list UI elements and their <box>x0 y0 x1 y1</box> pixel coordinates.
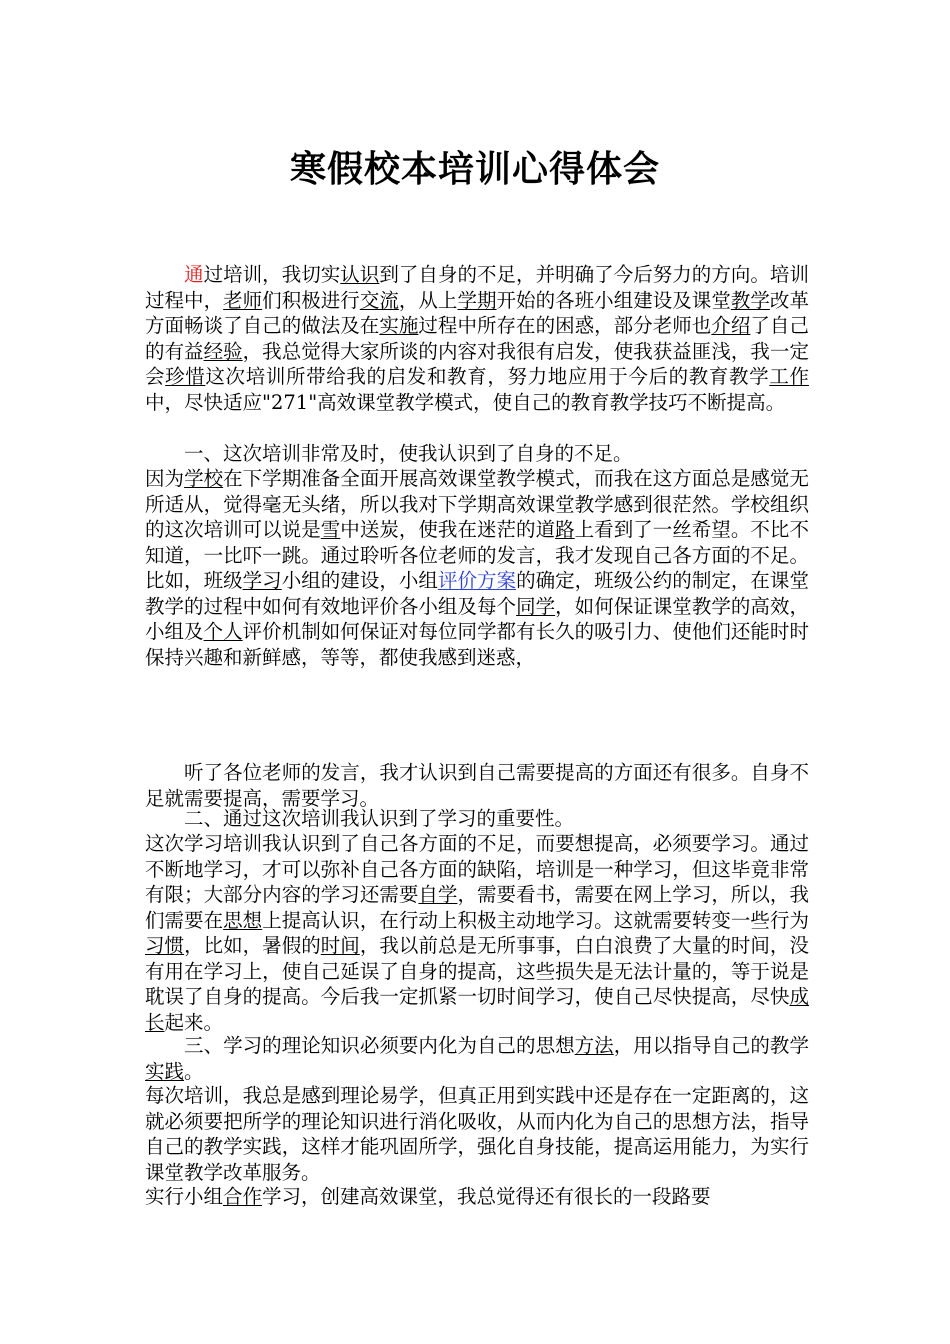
underlined-term: 习惯 <box>145 934 185 957</box>
text-run: 到了自身的不足，并明确了今后努力的方向。培训过程中， <box>145 263 809 312</box>
text-run: 。 <box>184 1059 204 1083</box>
text-run: 起来。 <box>164 1010 224 1034</box>
underlined-term: 思想 <box>223 908 263 932</box>
paragraph-closing <box>145 1184 809 1210</box>
underlined-term: 实践 <box>145 1059 185 1083</box>
text-run: 过培训，我切实 <box>203 263 341 286</box>
text-run: 小组的建设，小组 <box>281 569 438 592</box>
highlighted-char: 通 <box>184 263 204 286</box>
paragraph-section-2 <box>145 831 809 1035</box>
text-run: 上看到了一丝希望。不比不知道，一比吓一跳。通过聆听各位老师的发言，我才发现自己各方面的不足。比如，班级 <box>145 518 809 592</box>
text-run: 实行小组 <box>145 1185 224 1208</box>
text-run: 三、学习的理论知识必须要内化为自己的思想 <box>145 1034 575 1057</box>
underlined-term: 学习 <box>242 569 282 592</box>
text-run <box>145 263 184 286</box>
underlined-term: 老师 <box>223 288 263 312</box>
text-run: ，需要看书，需要在网上学习，所以，我们需要在 <box>145 883 809 932</box>
underlined-term: 时间 <box>320 934 360 957</box>
text-run: 每次培训，我总是感到理论易学，但真正用到实践中还是存在一定距离的，这就必须要把所学的理论知识进行消化吸收，从而内化为自己的思想方法，指导自己的教学实践，这样才能巩固所学，强化自身技能，提高运用能力，为实行课堂教学改革服务。 <box>145 1084 809 1184</box>
underlined-term: 个人 <box>203 620 243 643</box>
underlined-term: 合作 <box>223 1185 263 1208</box>
underlined-term: 工作 <box>769 365 809 388</box>
text-run: 在下学期准备全面开展高效课堂教学模式，而我在这方面总是感觉无所适从，觉得毫无头绪，所以我对下学期高效课堂教学感到很茫然。学校组织的这次培训可以说是 <box>145 467 809 541</box>
text-run: 们积极进行 <box>262 288 360 312</box>
underlined-term: 方法 <box>574 1034 614 1057</box>
underlined-term: 成长 <box>145 985 809 1034</box>
text-run: ，从上 <box>398 288 458 312</box>
underlined-term: 交流 <box>359 288 399 312</box>
text-run: 开始的各班小组建设及课堂 <box>496 288 731 312</box>
underlined-term: 学校 <box>184 467 224 490</box>
document-title: 寒假校本培训心得体会 <box>289 149 660 190</box>
underlined-term: 实施 <box>379 314 419 337</box>
heading-section-3 <box>145 1033 809 1084</box>
underlined-term: 路 <box>555 518 575 541</box>
text-run: 评价机制如何保证对每位同学都有长久的吸引力、使他们还能时时保持兴趣和新鲜感，等等，都使我感到迷惑， <box>145 620 809 669</box>
underlined-term: 学期 <box>457 288 497 312</box>
text-run: ，用以指导自己的教学 <box>613 1034 809 1057</box>
text-run: 中送炭，使我在迷茫的道 <box>340 518 556 541</box>
text-run: ，我以前总是无所事事，白白浪费了大量的时间，没有用在学习上，使自己延误了自身的提高，这些损失是无法计量的，等于说是耽误了自身的提高。今后我一定抓紧一切时间学习，使自己尽快提高，尽快 <box>145 934 809 1008</box>
underlined-term: 认识 <box>340 263 380 286</box>
text-run: 上提高认识，在行动上积极主动地学习。这就需要转变一些行为 <box>262 908 809 932</box>
text-run: 改革方面畅谈了自己的做法及在 <box>145 288 809 337</box>
text-run: ，我总觉得大家所谈的内容对我很有启发，使我获益匪浅，我一定会 <box>145 339 809 388</box>
text-run: 中，尽快适应"271"高效课堂教学模式，使自己的教育教学技巧不断提高。 <box>145 390 786 414</box>
paragraph-section-3 <box>145 1083 809 1185</box>
paragraph-section-1 <box>145 466 809 670</box>
paragraph-intro <box>145 262 809 415</box>
hyperlink-term[interactable]: 评价方案 <box>437 569 517 592</box>
paragraph-reflection <box>145 760 809 811</box>
text-run: 因为 <box>145 467 185 490</box>
underlined-term: 介绍 <box>711 314 751 337</box>
text-run: 听了各位老师的发言，我才认识到自己需要提高的方面还有很多。自身不足就需要提高，需要学习。 <box>145 761 809 810</box>
heading-section-2: 二、通过这次培训我认识到了学习的重要性。 <box>145 807 575 830</box>
text-run: ，比如，暑假的 <box>184 934 321 957</box>
underlined-term: 自学 <box>418 883 458 906</box>
text-run: 这次学习培训我认识到了自己各方面的不足，而要想提高，必须要学习。通过不断地学习，才可以弥补自己各方面的缺陷，培训是一种学习，但这毕竟非常有限；大部分内容的学习还需要 <box>145 832 809 906</box>
text-run: 过程中所存在的困惑，部分老师也 <box>418 314 712 337</box>
text-run: ，如何保证课堂教学的高效，小组及 <box>145 594 809 643</box>
underlined-term: 同学 <box>516 594 556 618</box>
underlined-term: 教学 <box>730 288 770 312</box>
text-run: 这次培训所带给我的启发和教育，努力地应用于今后的教育教学 <box>205 365 770 388</box>
underlined-term: 经验 <box>203 339 243 363</box>
heading-section-1: 一、这次培训非常及时，使我认识到了自身的不足。 <box>145 442 633 465</box>
underlined-term: 珍惜 <box>165 365 206 388</box>
text-run: 了自己的有益 <box>145 314 809 363</box>
underlined-term: 雪 <box>320 518 341 541</box>
text-run: 的确定，班级公约的制定，在课堂教学的过程中如何有效地评价各小组及每个 <box>145 569 809 618</box>
text-run: 学习，创建高效课堂，我总觉得还有很长的一段路要 <box>262 1185 711 1208</box>
